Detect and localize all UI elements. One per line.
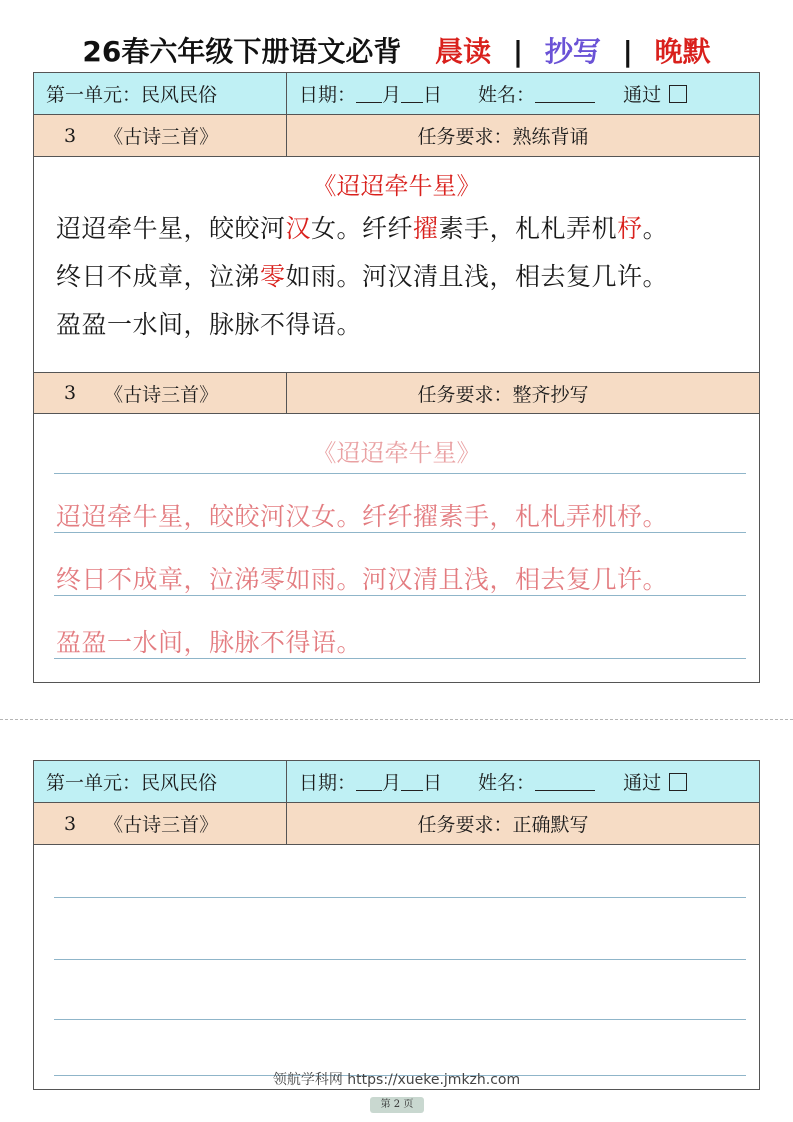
lesson-title: 《古诗三首》 bbox=[104, 383, 219, 406]
lesson-cell bbox=[34, 373, 286, 413]
task-row-dictate bbox=[34, 803, 759, 845]
lesson-number: 3 bbox=[64, 382, 77, 404]
writing-guide-line bbox=[54, 658, 746, 659]
copy-line-1: 迢迢牵牛星，皎皎河汉女。纤纤擢素手，札札弄机杼。 bbox=[56, 502, 669, 531]
lesson-title: 《古诗三首》 bbox=[104, 126, 219, 148]
date-label: 日期： bbox=[299, 772, 357, 794]
mode-dictate-label: 晚默 bbox=[654, 35, 711, 68]
title-separator: | bbox=[512, 35, 524, 68]
lesson-number: 3 bbox=[64, 812, 77, 835]
name-blank[interactable] bbox=[535, 772, 595, 791]
month-label: 月 bbox=[382, 84, 402, 106]
task-copy: 任务要求：整齐抄写 bbox=[286, 373, 759, 413]
name-label: 姓名： bbox=[478, 772, 536, 794]
worksheet-card-recite-copy bbox=[33, 72, 760, 683]
dictation-line[interactable] bbox=[54, 1019, 746, 1020]
pass-checkbox[interactable] bbox=[669, 85, 687, 103]
name-blank[interactable] bbox=[535, 84, 595, 103]
poem-title: 《迢迢牵牛星》 bbox=[312, 172, 481, 200]
dictation-line[interactable] bbox=[54, 959, 746, 960]
pass-label: 通过 bbox=[623, 84, 662, 106]
pass-checkbox[interactable] bbox=[669, 773, 687, 791]
writing-guide-line bbox=[54, 473, 746, 474]
mode-read-label: 晨读 bbox=[435, 35, 492, 68]
writing-guide-line bbox=[54, 532, 746, 533]
poem-block bbox=[34, 167, 759, 349]
day-blank[interactable] bbox=[401, 772, 423, 791]
poem-line-2: 终日不成章，泣涕零如雨。河汉清且浅，相去复几许。 bbox=[56, 262, 669, 291]
cut-line bbox=[0, 719, 793, 720]
date-name-cell bbox=[286, 761, 759, 802]
unit-label: 第一单元：民风民俗 bbox=[46, 772, 218, 794]
mode-copy-label: 抄写 bbox=[544, 35, 601, 68]
day-blank[interactable] bbox=[401, 84, 423, 103]
dictation-line[interactable] bbox=[54, 897, 746, 898]
info-row bbox=[34, 761, 759, 803]
watermark-text: 领航学科网 https://xueke.jmkzh.com bbox=[272, 1072, 521, 1088]
worksheet-card-dictate bbox=[33, 760, 760, 1090]
day-label: 日 bbox=[423, 772, 443, 794]
date-name-cell bbox=[286, 73, 759, 114]
day-label: 日 bbox=[423, 84, 443, 106]
task-dictate: 任务要求：正确默写 bbox=[286, 803, 759, 844]
name-label: 姓名： bbox=[478, 84, 536, 106]
copy-line-2: 终日不成章，泣涕零如雨。河汉清且浅，相去复几许。 bbox=[56, 565, 669, 594]
page-title bbox=[0, 32, 793, 72]
main-title: 26春六年级下册语文必背 bbox=[82, 35, 402, 68]
poem-line-1: 迢迢牵牛星，皎皎河汉女。纤纤擢素手，札札弄机杼。 bbox=[56, 214, 669, 243]
month-blank[interactable] bbox=[356, 84, 382, 103]
pass-label: 通过 bbox=[623, 772, 662, 794]
month-label: 月 bbox=[382, 772, 402, 794]
writing-guide-line bbox=[54, 595, 746, 596]
lesson-cell bbox=[34, 803, 286, 844]
unit-label: 第一单元：民风民俗 bbox=[46, 84, 218, 106]
page-number-badge: 第 2 页 bbox=[370, 1097, 424, 1113]
lesson-title: 《古诗三首》 bbox=[104, 814, 219, 836]
date-label: 日期： bbox=[299, 84, 357, 106]
info-row bbox=[34, 73, 759, 115]
title-separator: | bbox=[622, 35, 633, 68]
copy-poem-title: 《迢迢牵牛星》 bbox=[312, 439, 481, 467]
copy-line-3: 盈盈一水间，脉脉不得语。 bbox=[56, 628, 363, 657]
poem-line-3: 盈盈一水间，脉脉不得语。 bbox=[56, 310, 363, 339]
task-recite: 任务要求：熟练背诵 bbox=[286, 115, 759, 156]
lesson-number: 3 bbox=[64, 124, 77, 147]
lesson-cell bbox=[34, 115, 286, 156]
task-row-copy bbox=[34, 372, 759, 414]
task-row-recite bbox=[34, 115, 759, 157]
month-blank[interactable] bbox=[356, 772, 382, 791]
